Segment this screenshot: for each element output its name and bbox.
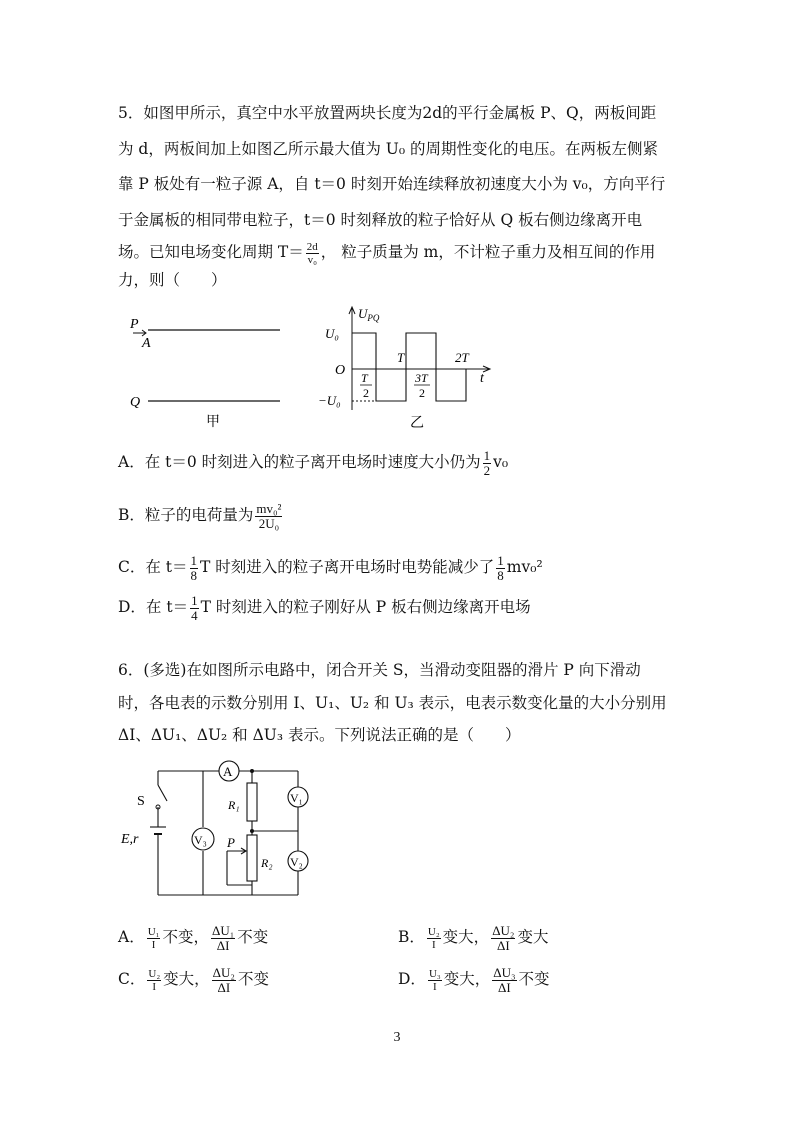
u0-label: U₀	[325, 326, 339, 341]
q5-option-c-mid: T 时刻进入的粒子离开电场时电势能减少了	[200, 558, 495, 576]
option-text-2: 不变	[237, 970, 269, 988]
y-axis-label: $U_{PQ}$	[358, 306, 380, 323]
delta-fraction	[211, 924, 235, 953]
q5-option-d-fraction	[190, 594, 199, 623]
frac-num: U₂	[148, 967, 161, 980]
q6-line-3: ΔI、ΔU₁、ΔU₂ 和 ΔU₃ 表示。下列说法正确的是（ ）	[118, 726, 521, 744]
option-label: B．	[398, 928, 425, 946]
q5-option-c-tail: mv₀²	[506, 558, 543, 576]
q5-line-5-b: ， 粒子质量为 m，不计粒子重力及相互间的作用	[320, 243, 656, 261]
node-top	[250, 769, 254, 773]
q5-line-5-a: 场。已知电场变化周期 T＝	[118, 243, 304, 261]
page-number: 3	[393, 1030, 401, 1045]
option-text-2: 不变	[237, 928, 269, 946]
frac-den: I	[151, 938, 156, 951]
q5-option-a-fraction	[483, 449, 492, 478]
tick-half-den: 2	[363, 386, 369, 400]
label-q: Q	[130, 395, 141, 410]
voltage-waveform	[352, 333, 466, 401]
r1-label: R₁	[228, 798, 240, 812]
q5-line-2: 为 d，两板间加上如图乙所示最大值为 U₀ 的周期性变化的电压。在两板左侧紧	[118, 140, 658, 158]
voltmeter-v2-label: V₂	[290, 855, 303, 869]
option-text-1: 变大，	[443, 970, 491, 988]
q5-option-c-fraction-2	[496, 554, 505, 583]
tick-t: T	[397, 350, 405, 365]
frac-den: 8	[190, 567, 198, 583]
frac-den: I	[152, 980, 157, 993]
frac-num: ΔU₁	[212, 922, 235, 938]
frac-den: 2	[483, 462, 491, 478]
q6-option-c[interactable]	[118, 962, 269, 996]
frac-den: ΔI	[216, 937, 230, 953]
option-text-2: 变大	[517, 928, 549, 946]
frac-den: ΔI	[496, 937, 510, 953]
q5-option-c[interactable]	[118, 552, 543, 583]
neg-u0-label: −U₀	[318, 393, 341, 408]
q5-option-c-fraction-1	[190, 554, 199, 583]
q6-option-d[interactable]	[398, 962, 550, 996]
q5-option-d-tail: T 时刻进入的粒子刚好从 P 板右侧边缘离开电场	[200, 598, 531, 616]
tick-3half-den: 2	[419, 386, 425, 400]
q5-option-d[interactable]	[118, 592, 531, 623]
tick-3half-num: 3T	[415, 371, 428, 385]
q5-option-b[interactable]	[118, 498, 284, 532]
delta-fraction	[491, 924, 515, 953]
q5-option-a[interactable]	[118, 447, 508, 478]
frac-num: 1	[190, 552, 198, 568]
q5-option-a-text: A．在 t＝0 时刻进入的粒子离开电场时速度大小仍为	[118, 453, 481, 471]
switch-blade	[158, 785, 167, 801]
delta-fraction	[492, 966, 516, 995]
q5-option-a-tail: v₀	[493, 453, 509, 471]
caption-yi: 乙	[410, 416, 424, 431]
q6-option-b[interactable]	[398, 920, 548, 954]
option-text-2: 不变	[518, 970, 550, 988]
frac-den: 2U₀	[258, 515, 280, 531]
frac-den: I	[432, 980, 437, 993]
q5-line-4: 于金属板的相同带电粒子，t＝0 时刻释放的粒子恰好从 Q 板右侧边缘离开电	[118, 211, 643, 229]
origin-label: O	[335, 363, 346, 378]
source-label: E,r	[121, 832, 139, 847]
figure-yi-voltage-graph	[312, 300, 502, 435]
frac-num: 1	[497, 552, 504, 568]
q5-option-d-text: D．在 t＝	[118, 598, 189, 616]
frac-num: U₂	[427, 925, 440, 938]
switch-label: S	[137, 794, 145, 809]
period-fraction	[306, 241, 319, 266]
q5-line-6: 力，则（ ）	[118, 271, 227, 289]
q6-line-1: 6．(多选)在如图所示电路中，闭合开关 S，当滑动变阻器的滑片 P 向下滑动	[118, 661, 641, 679]
option-label: D．	[398, 970, 426, 988]
r1-body	[247, 783, 257, 821]
frac-num: ΔU₂	[212, 964, 235, 980]
q5-option-b-text: B．粒子的电荷量为	[118, 506, 254, 524]
frac-num: U₃	[428, 967, 441, 980]
ratio-fraction	[427, 926, 441, 951]
frac-num: ΔU₂	[492, 922, 515, 938]
q5-line-1: 5．如图甲所示，真空中水平放置两块长度为2d的平行金属板 P、Q，两板间距	[118, 104, 657, 122]
period-fraction-num: 2d	[306, 240, 318, 253]
q5-option-c-text: C．在 t＝	[118, 558, 188, 576]
frac-den: 4	[191, 607, 198, 623]
figure-jia-plates	[120, 312, 295, 434]
frac-num: mv₀²	[256, 500, 282, 516]
q5-line-3: 靠 P 板处有一粒子源 A，自 t＝0 时刻开始连续释放初速度大小为 v₀，方向平行	[118, 175, 666, 193]
frac-den: ΔI	[498, 979, 511, 995]
q5-option-b-fraction	[255, 502, 282, 531]
option-label: A．	[118, 928, 145, 946]
frac-den: ΔI	[217, 979, 231, 995]
option-text-1: 不变，	[162, 928, 209, 946]
q6-line-2: 时，各电表的示数分别用 I、U₁、U₂ 和 U₃ 表示，电表示数变化量的大小分别用	[118, 694, 667, 712]
caption-jia: 甲	[206, 415, 220, 430]
option-text-1: 变大，	[442, 928, 490, 946]
voltmeter-v1-label: V₁	[290, 791, 303, 805]
period-fraction-den: v₀	[307, 253, 317, 266]
figure-circuit	[115, 755, 325, 905]
voltmeter-v3-label: V₃	[194, 833, 207, 847]
option-text-1: 变大，	[163, 970, 210, 988]
delta-fraction	[212, 966, 236, 995]
x-axis-label: t	[480, 371, 484, 386]
label-p: P	[130, 317, 139, 332]
frac-num: 1	[191, 592, 198, 608]
ratio-fraction	[147, 968, 161, 993]
label-a: A	[142, 336, 151, 351]
tick-half-num: T	[361, 371, 368, 385]
tick-2t: 2T	[455, 350, 469, 365]
slider-label: P	[227, 835, 235, 850]
frac-num: U₁	[147, 925, 160, 938]
q5-line-5	[118, 238, 655, 266]
frac-den: I	[431, 938, 436, 951]
node-mid	[250, 829, 254, 833]
ratio-fraction	[428, 968, 442, 993]
ratio-fraction	[147, 926, 161, 951]
option-label: C．	[118, 970, 146, 988]
r2-label: R₂	[261, 856, 273, 870]
ammeter-label: A	[223, 764, 233, 779]
q6-option-a[interactable]	[118, 920, 268, 954]
frac-den: 8	[497, 567, 504, 583]
frac-num: 1	[483, 447, 491, 463]
r2-body	[247, 835, 257, 881]
frac-num: ΔU₃	[493, 964, 516, 980]
